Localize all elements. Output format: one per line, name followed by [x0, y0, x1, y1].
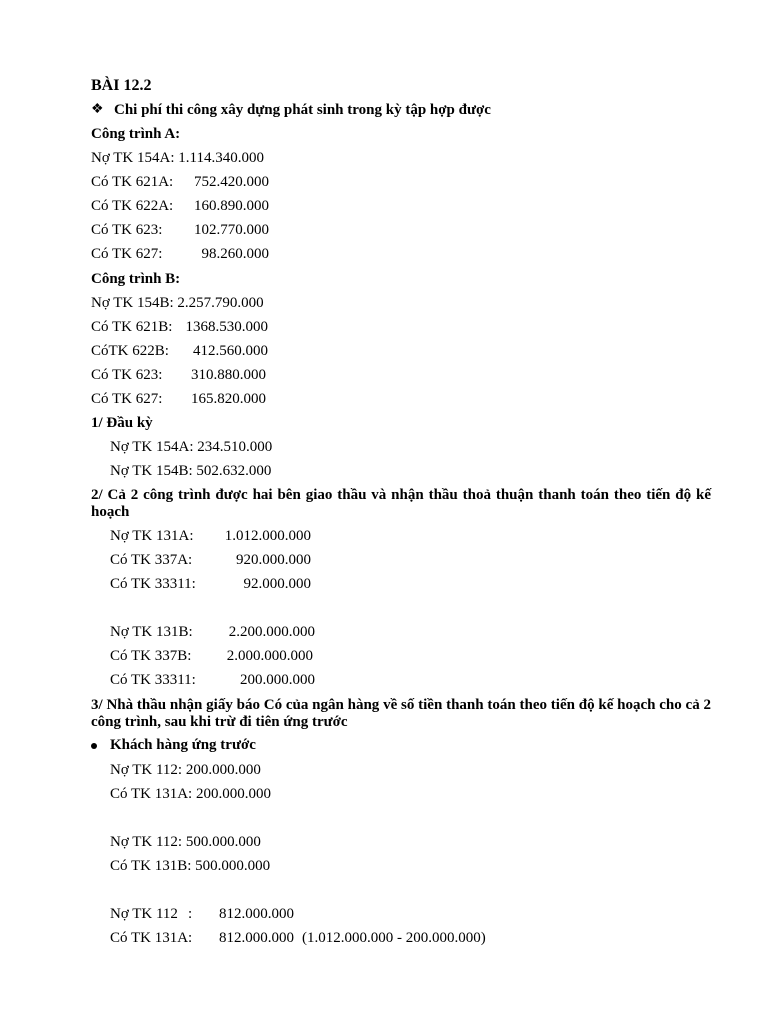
amount: 920.000.000: [236, 552, 311, 568]
calculation-note: (1.012.000.000 - 200.000.000): [302, 930, 486, 946]
entry-row: Có TK 131B: 500.000.000: [110, 858, 271, 874]
account-label: CóTK 622B:: [91, 343, 169, 359]
entry-row: [110, 552, 311, 569]
amount: 1.114.340.000: [178, 150, 264, 166]
entry-row: [110, 906, 294, 923]
entry-row: [91, 198, 269, 215]
amount: 92.000.000: [243, 576, 311, 592]
account-label: Có TK 623:: [91, 367, 163, 383]
bullet-dot-icon: [91, 743, 97, 749]
amount: 98.260.000: [201, 246, 269, 262]
entry-row: [91, 343, 268, 360]
account-label: Nợ TK 154A:: [91, 150, 175, 166]
entry-row: [91, 367, 266, 384]
section-1-heading: 1/ Đầu kỳ: [91, 415, 153, 431]
page-title: BÀI 12.2: [91, 77, 152, 94]
account-label: Có TK 627:: [91, 391, 163, 407]
amount: 310.880.000: [191, 367, 266, 383]
amount: 165.820.000: [191, 391, 266, 407]
entry-row: [91, 150, 264, 167]
section-3-heading: 3/ Nhà thầu nhận giấy báo Có của ngân hàng về số tiền thanh toán theo tiến độ kế hoạch cho cả 2 công trình, sau khi trừ đi tiên ứng trước: [91, 697, 711, 730]
entry-row: Nợ TK 154A: 234.510.000: [110, 439, 273, 455]
amount: 2.000.000.000: [226, 648, 313, 664]
account-label: Nợ TK 131A:: [110, 528, 194, 544]
amount: 102.770.000: [194, 222, 269, 238]
entry-row: [91, 222, 269, 239]
entry-row: [110, 624, 315, 641]
amount: 160.890.000: [194, 198, 269, 214]
amount: 2.200.000.000: [228, 624, 315, 640]
entry-row: Có TK 131A: 200.000.000: [110, 786, 271, 802]
entry-row: [110, 672, 315, 689]
entry-row: [110, 930, 486, 947]
entry-row: Nợ TK 112: 500.000.000: [110, 834, 261, 850]
account-label: Có TK 33311:: [110, 672, 196, 688]
account-label: Có TK 627:: [91, 246, 163, 262]
project-b-heading: Công trình B:: [91, 271, 181, 287]
entry-row: [110, 576, 311, 593]
account-label: Nợ TK 112: [110, 906, 178, 922]
amount: 752.420.000: [194, 174, 269, 190]
entry-row: [110, 528, 311, 545]
account-label: Có TK 33311:: [110, 576, 196, 592]
entry-row: Nợ TK 154B: 502.632.000: [110, 463, 272, 479]
amount: 812.000.000: [219, 930, 294, 946]
bullet-item: Khách hàng ứng trước: [110, 737, 256, 753]
entry-row: [110, 648, 313, 665]
entry-row: [91, 174, 269, 191]
project-a-heading: Công trình A:: [91, 126, 181, 142]
amount: 1368.530.000: [185, 319, 268, 335]
entry-row: [91, 295, 264, 312]
account-label: Có TK 337B:: [110, 648, 192, 664]
account-label: Có TK 622A:: [91, 198, 174, 214]
amount: 200.000.000: [240, 672, 315, 688]
amount: 412.560.000: [193, 343, 268, 359]
intro-heading: Chi phí thi công xây dựng phát sinh trong kỳ tập hợp được: [114, 102, 491, 118]
entry-row: [91, 319, 268, 336]
account-label: Có TK 621B:: [91, 319, 173, 335]
amount: 1.012.000.000: [224, 528, 311, 544]
entry-row: Nợ TK 112: 200.000.000: [110, 762, 261, 778]
separator: :: [188, 906, 193, 922]
amount: 812.000.000: [219, 906, 294, 922]
section-2-heading: 2/ Cả 2 công trình được hai bên giao thầu và nhận thầu thoả thuận thanh toán theo tiến độ kế hoạch: [91, 487, 711, 520]
account-label: Có TK 337A:: [110, 552, 193, 568]
account-label: Có TK 623:: [91, 222, 163, 238]
entry-row: [91, 391, 266, 408]
diamond-bullet-icon: ❖: [91, 102, 104, 117]
entry-row: [91, 246, 269, 263]
account-label: Có TK 131A:: [110, 930, 193, 946]
account-label: Nợ TK 131B:: [110, 624, 193, 640]
amount: 2.257.790.000: [177, 295, 264, 311]
account-label: Nợ TK 154B:: [91, 295, 174, 311]
account-label: Có TK 621A:: [91, 174, 174, 190]
